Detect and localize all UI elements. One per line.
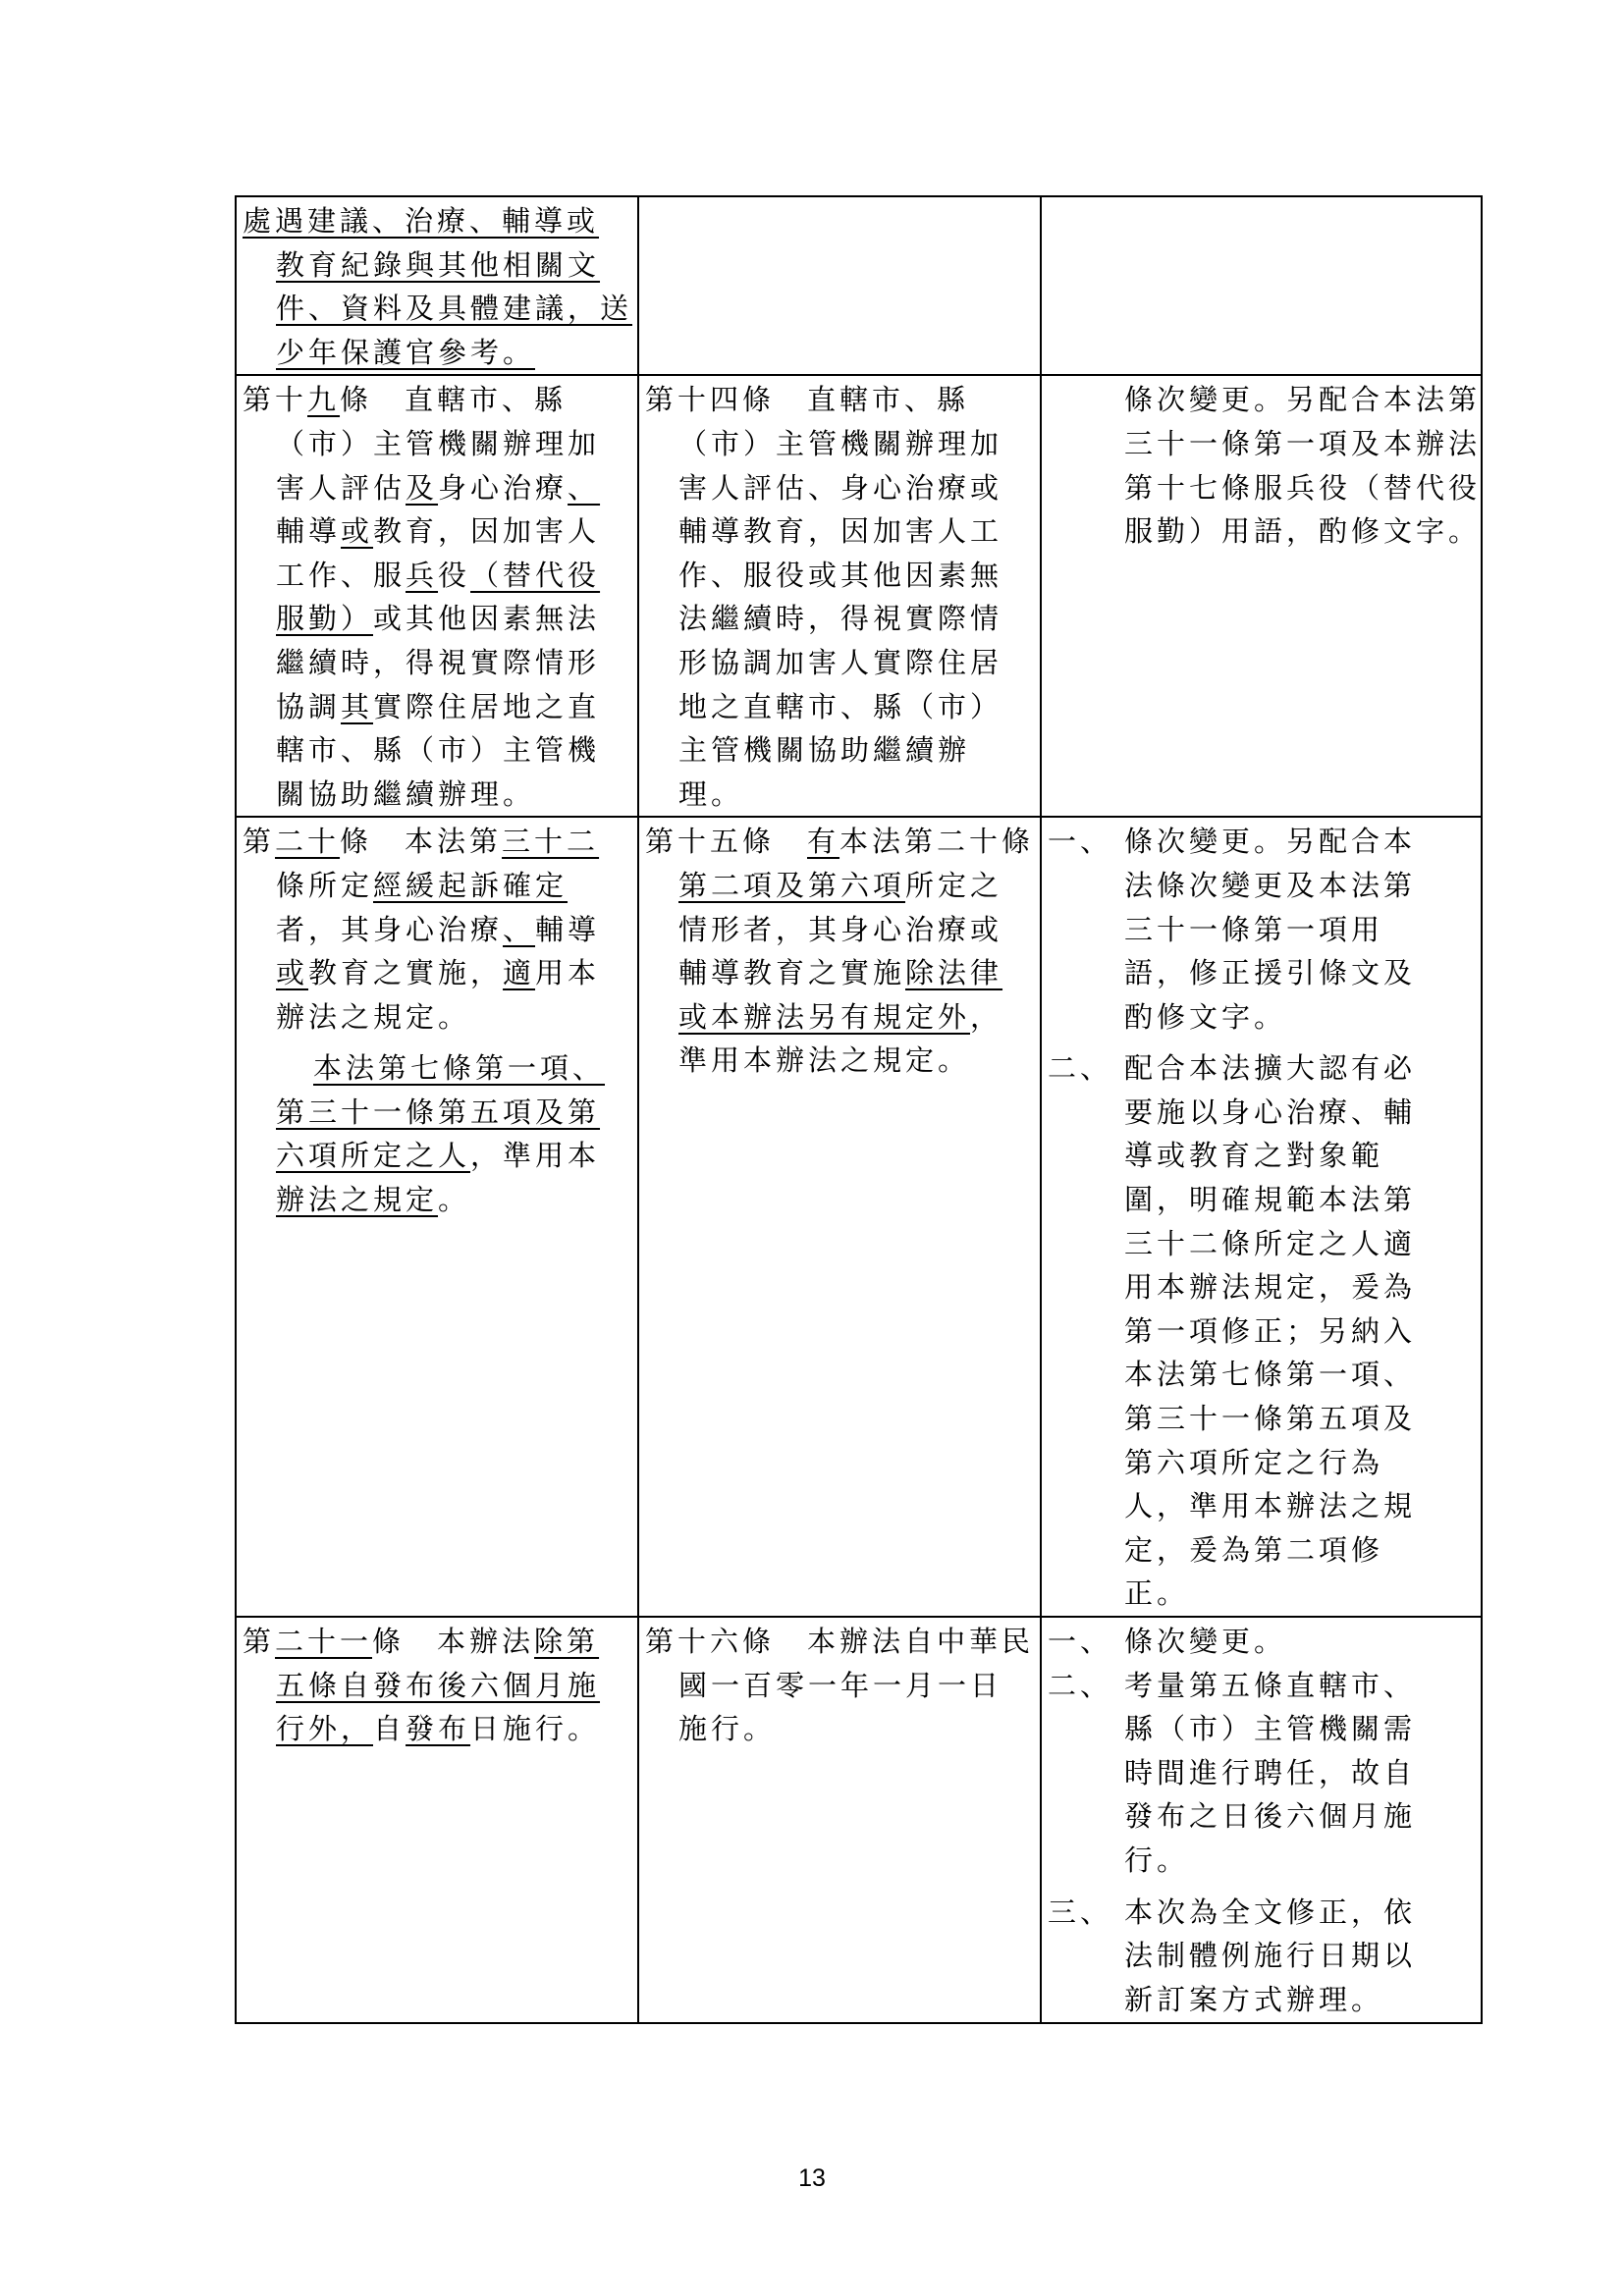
- amended-text: 有: [807, 825, 840, 859]
- text-line: [243, 287, 637, 331]
- text-segment: 輔導: [535, 912, 601, 946]
- text-segment: 條次變更。另配合本: [1124, 825, 1417, 859]
- text-segment: 導或教育之對象範: [1124, 1139, 1384, 1173]
- text-segment: 日施行。: [470, 1712, 601, 1746]
- text-segment: 國一百零一年一月一日: [678, 1668, 1003, 1702]
- cell-content: [1042, 376, 1481, 553]
- amended-text: 少年保護官參考。: [276, 335, 536, 369]
- text-segment: 條 本辦法: [372, 1625, 535, 1658]
- text-line: [645, 1039, 1040, 1083]
- text-segment: 本法第七條第一項、: [1124, 1358, 1417, 1392]
- page-number: 13: [798, 2164, 826, 2192]
- text-segment: 法制體例施行日期以: [1124, 1939, 1417, 1973]
- text-segment: 自: [373, 1712, 406, 1746]
- text-line: [243, 199, 637, 243]
- current-text-cell: [638, 375, 1041, 817]
- text-segment: 條次變更。: [1124, 1625, 1287, 1658]
- text-line: [645, 728, 1040, 773]
- amended-text: 件、資料及具體建議，送: [276, 292, 633, 326]
- text-segment: 條 直轄市、縣: [340, 383, 568, 417]
- amended-text: 二十一: [275, 1625, 373, 1658]
- amended-text: 經緩起訴確定: [373, 868, 568, 902]
- text-line: [243, 331, 637, 375]
- text-line: [1048, 1934, 1481, 1978]
- text-segment: 服勤）用語，酌修文字。: [1124, 514, 1482, 549]
- text-segment: 用本: [535, 956, 601, 990]
- text-line: [1048, 1794, 1481, 1839]
- text-segment: 第十六條 本辦法自中華民: [645, 1625, 1035, 1658]
- amended-text: 六項所定之人: [276, 1139, 471, 1173]
- text-segment: 辦法之規定。: [276, 999, 471, 1034]
- text-line: [1048, 820, 1481, 864]
- cell-content: [639, 376, 1040, 816]
- text-line: [243, 597, 637, 641]
- amended-text: 及: [406, 470, 439, 505]
- text-line: [1048, 509, 1481, 554]
- text-segment: 本次為全文修正，依: [1124, 1895, 1417, 1929]
- text-segment: 第: [243, 825, 276, 859]
- text-line: [1048, 864, 1481, 908]
- current-text-cell: [638, 196, 1041, 375]
- text-line: [645, 1664, 1040, 1708]
- text-segment: 關協助繼續辦理。: [276, 776, 536, 811]
- text-segment: 條所定: [276, 868, 374, 902]
- cell-content: [237, 376, 637, 816]
- text-segment: 情形者，其身心治療或: [678, 912, 1003, 946]
- text-line: [1048, 422, 1481, 466]
- text-line: [243, 466, 637, 510]
- amended-text: 或本辦法另有規定外: [678, 999, 971, 1034]
- text-segment: 輔導教育之實施: [678, 956, 906, 990]
- cell-content: [237, 197, 637, 374]
- text-segment: 實際住居地之直: [373, 689, 601, 723]
- cell-content: [1042, 197, 1481, 199]
- amended-text: 處遇建議、治療、輔導或: [243, 204, 600, 238]
- amended-text: 二十: [275, 825, 341, 859]
- explanation-cell: [1041, 375, 1482, 817]
- table-row: [236, 1617, 1482, 2023]
- text-line: [1048, 466, 1481, 510]
- text-line: [243, 1134, 637, 1178]
- text-segment: 圍，明確規範本法第: [1124, 1183, 1417, 1217]
- text-line: [645, 820, 1040, 864]
- text-line: [1048, 1441, 1481, 1485]
- text-segment: 第十四條 直轄市、縣: [645, 383, 970, 417]
- text-segment: （市）主管機關辦理加: [276, 426, 601, 460]
- text-line: [1048, 1222, 1481, 1266]
- text-segment: 地之直轄市、縣（市）: [678, 689, 1003, 723]
- text-line: [1048, 1091, 1481, 1135]
- amended-text-cell: [236, 1617, 638, 2023]
- amended-text: 服勤）: [276, 602, 374, 636]
- amended-text: 第二項及第六項: [678, 868, 906, 902]
- text-line: [1048, 1134, 1481, 1178]
- text-segment: 者，其身心治療: [276, 912, 504, 946]
- amended-text: 本法第七條第一項、: [313, 1051, 606, 1086]
- table-row: [236, 817, 1482, 1617]
- text-line: [243, 864, 637, 908]
- text-line: [243, 728, 637, 773]
- cell-content: [237, 818, 637, 1221]
- text-line: [1048, 1397, 1481, 1441]
- text-segment: 第一項修正；另納入: [1124, 1313, 1417, 1348]
- text-line: [243, 1620, 637, 1664]
- cell-content: [237, 1618, 637, 1751]
- cell-content: [1042, 1618, 1481, 2021]
- text-line: [243, 908, 637, 952]
- text-segment: 語，修正援引條文及: [1124, 956, 1417, 990]
- text-line: [243, 773, 637, 817]
- text-line: [243, 1091, 637, 1135]
- text-line: [1048, 1572, 1481, 1616]
- text-line: [1048, 1178, 1481, 1222]
- text-line: [1048, 1839, 1481, 1883]
- text-line: [1048, 1528, 1481, 1573]
- text-segment: 。: [438, 1183, 471, 1217]
- paragraph-gap: [243, 1039, 637, 1046]
- text-line: [243, 378, 637, 422]
- text-line: [645, 1620, 1040, 1664]
- text-segment: 教育之實施，: [308, 956, 504, 990]
- text-line: [1048, 1707, 1481, 1751]
- text-segment: 三十二條所定之人適: [1124, 1226, 1417, 1260]
- text-segment: ，: [970, 999, 1003, 1034]
- text-segment: ，準用本: [470, 1139, 601, 1173]
- text-line: [1048, 1484, 1481, 1528]
- text-line: [645, 908, 1040, 952]
- text-segment: 第三十一條第五項及: [1124, 1402, 1417, 1436]
- text-line: [243, 422, 637, 466]
- text-line: [645, 1707, 1040, 1751]
- text-segment: 主管機關協助繼續辦: [678, 733, 971, 768]
- text-segment: 條次變更。另配合本法第: [1124, 383, 1482, 417]
- table-row: [236, 196, 1482, 375]
- amended-text: 除法律: [905, 956, 1003, 990]
- amended-text: 辦法之規定: [276, 1183, 439, 1217]
- text-line: [243, 1664, 637, 1708]
- text-line: [243, 243, 637, 288]
- explanation-cell: [1041, 817, 1482, 1617]
- amended-text: 第三十一條第五項及第: [276, 1095, 601, 1129]
- text-line: [1048, 1353, 1481, 1397]
- text-segment: 工作、服: [276, 558, 406, 592]
- amended-text: 三十二: [502, 825, 600, 859]
- text-line: [645, 864, 1040, 908]
- text-segment: 用本辦法規定，爰為: [1124, 1270, 1417, 1305]
- text-line: [645, 466, 1040, 510]
- amended-text: 五條自發布後六個月施: [276, 1668, 601, 1702]
- amended-text: 適: [503, 956, 536, 990]
- text-segment: 輔導教育，因加害人工: [678, 514, 1003, 549]
- text-segment: 要施以身心治療、輔: [1124, 1095, 1417, 1129]
- text-segment: 法繼續時，得視實際情: [678, 602, 1003, 636]
- text-segment: 施行。: [678, 1712, 777, 1746]
- item-number: 二、: [1048, 1051, 1113, 1086]
- text-segment: 時間進行聘任，故自: [1124, 1755, 1417, 1789]
- text-line: [1048, 1309, 1481, 1354]
- text-line: [1048, 378, 1481, 422]
- text-segment: 行。: [1124, 1842, 1190, 1877]
- item-number: 一、: [1048, 1625, 1113, 1658]
- paragraph-gap: [1048, 1039, 1481, 1046]
- text-line: [645, 951, 1040, 995]
- text-line: [243, 951, 637, 995]
- text-line: [243, 554, 637, 598]
- text-segment: 配合本法擴大認有必: [1124, 1051, 1417, 1086]
- text-segment: 協調: [276, 689, 342, 723]
- text-segment: 第十五條: [645, 825, 808, 859]
- text-segment: 準用本辦法之規定。: [678, 1043, 971, 1078]
- text-line: [645, 773, 1040, 817]
- text-line: [1048, 1620, 1481, 1664]
- paragraph-gap: [1048, 1883, 1481, 1891]
- text-line: [1048, 1891, 1481, 1935]
- text-segment: 理。: [678, 776, 744, 811]
- amended-text: 發布: [406, 1712, 471, 1746]
- item-number: 一、: [1048, 825, 1113, 859]
- text-segment: 定，爰為第二項修: [1124, 1532, 1384, 1567]
- current-text-cell: [638, 817, 1041, 1617]
- text-line: [645, 422, 1040, 466]
- text-segment: 縣（市）主管機關需: [1124, 1712, 1417, 1746]
- text-segment: 教育，因加害人: [373, 514, 601, 549]
- amended-text: 九: [307, 383, 341, 417]
- text-segment: 新訂案方式辦理。: [1124, 1982, 1384, 2016]
- amended-text-cell: [236, 196, 638, 375]
- text-line: [645, 554, 1040, 598]
- amended-text: 、: [568, 470, 601, 505]
- text-segment: 害人評估、身心治療或: [678, 470, 1003, 505]
- text-line: [1048, 995, 1481, 1040]
- text-segment: 或其他因素無法: [373, 602, 601, 636]
- item-number: 三、: [1048, 1895, 1113, 1929]
- amended-text-cell: [236, 817, 638, 1617]
- text-line: [645, 597, 1040, 641]
- text-segment: 第六項所定之行為: [1124, 1445, 1384, 1479]
- text-segment: 第: [243, 1625, 276, 1658]
- text-segment: 三十一條第一項及本辦法: [1124, 426, 1482, 460]
- text-segment: 身心治療: [438, 470, 568, 505]
- explanation-cell: [1041, 1617, 1482, 2023]
- text-line: [645, 378, 1040, 422]
- text-line: [1048, 1265, 1481, 1309]
- text-segment: 條 本法第: [340, 825, 503, 859]
- text-line: [243, 1046, 637, 1091]
- text-segment: 第十: [243, 383, 308, 417]
- item-number: 二、: [1048, 1668, 1113, 1702]
- text-segment: 三十一條第一項用: [1124, 912, 1384, 946]
- text-segment: 酌修文字。: [1124, 999, 1287, 1034]
- text-segment: 轄市、縣（市）主管機: [276, 733, 601, 768]
- text-segment: 形協調加害人實際住居: [678, 645, 1003, 679]
- amended-text: 除第: [534, 1625, 600, 1658]
- text-segment: （市）主管機關辦理加: [678, 426, 1003, 460]
- text-line: [243, 641, 637, 685]
- text-line: [645, 509, 1040, 554]
- text-line: [1048, 951, 1481, 995]
- amended-text: 行外，: [276, 1712, 374, 1746]
- text-line: [1048, 1664, 1481, 1708]
- text-segment: 所定之: [905, 868, 1003, 902]
- text-segment: 人，準用本辦法之規: [1124, 1489, 1417, 1523]
- amended-text: （替代役: [470, 558, 601, 592]
- amended-text: 或: [341, 514, 374, 549]
- cell-content: [639, 1618, 1040, 1751]
- cell-content: [1042, 818, 1481, 1616]
- text-segment: 考量第五條直轄市、: [1124, 1668, 1417, 1702]
- text-segment: 役: [438, 558, 471, 592]
- text-segment: 法條次變更及本法第: [1124, 868, 1417, 902]
- amended-text: 、: [503, 912, 536, 946]
- text-line: [1048, 1978, 1481, 2022]
- text-segment: 第十七條服兵役（替代役: [1124, 470, 1482, 505]
- amended-text: 兵: [406, 558, 439, 592]
- amended-text-cell: [236, 375, 638, 817]
- cell-content: [639, 197, 1040, 199]
- text-segment: 作、服役或其他因素無: [678, 558, 1003, 592]
- text-line: [243, 509, 637, 554]
- text-segment: 本法第二十條: [839, 825, 1035, 859]
- text-segment: 輔導: [276, 514, 342, 549]
- comparison-table: [235, 195, 1483, 2024]
- text-line: [243, 1707, 637, 1751]
- explanation-cell: [1041, 196, 1482, 375]
- amended-text: 教育紀錄與其他相關文: [276, 247, 601, 282]
- current-text-cell: [638, 1617, 1041, 2023]
- text-line: [243, 820, 637, 864]
- amended-text: 或: [276, 956, 309, 990]
- text-line: [243, 1178, 637, 1222]
- table-row: [236, 375, 1482, 817]
- text-line: [1048, 908, 1481, 952]
- text-segment: 正。: [1124, 1576, 1190, 1611]
- text-segment: 發布之日後六個月施: [1124, 1799, 1417, 1834]
- text-line: [645, 685, 1040, 729]
- text-line: [1048, 1751, 1481, 1795]
- amended-text: 其: [341, 689, 374, 723]
- text-line: [645, 995, 1040, 1040]
- text-segment: 害人評估: [276, 470, 406, 505]
- text-line: [645, 641, 1040, 685]
- text-line: [1048, 1046, 1481, 1091]
- cell-content: [639, 818, 1040, 1083]
- text-segment: 繼續時，得視實際情形: [276, 645, 601, 679]
- text-line: [243, 685, 637, 729]
- text-line: [243, 995, 637, 1040]
